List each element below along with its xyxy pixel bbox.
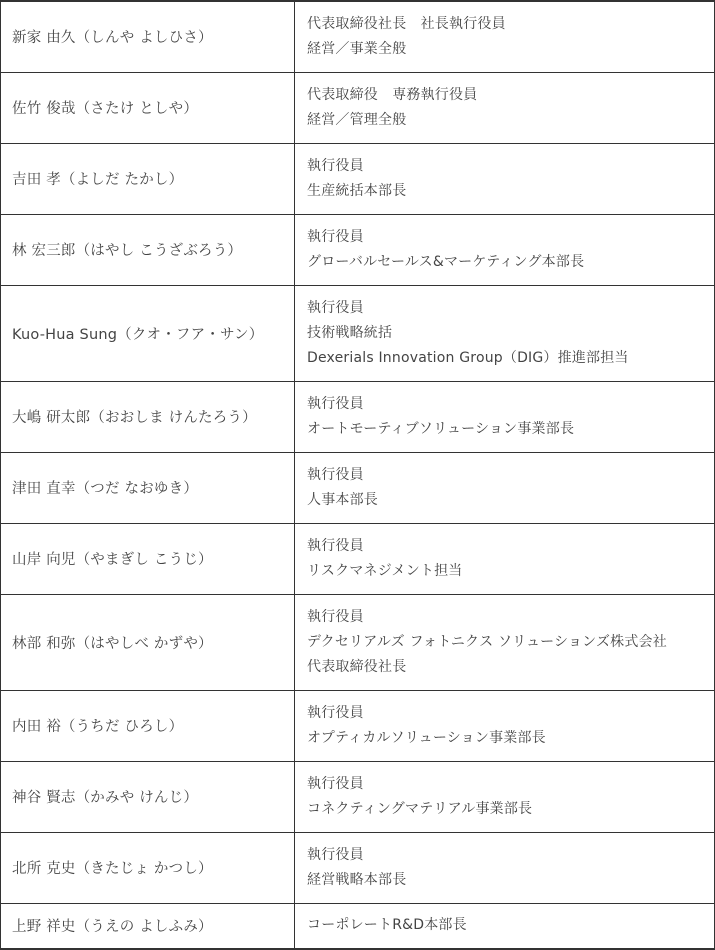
role-line: 執行役員 bbox=[307, 608, 364, 625]
role-line: リスクマネジメント担当 bbox=[307, 562, 463, 579]
role-line: 技術戦略統括 bbox=[307, 324, 393, 341]
officer-name: Kuo-Hua Sung（クオ・フア・サン） bbox=[1, 285, 295, 381]
officer-name: 林部 和弥（はやしべ かずや） bbox=[1, 594, 295, 690]
role-line: オプティカルソリューション事業部長 bbox=[307, 729, 546, 746]
officer-roles bbox=[295, 903, 715, 949]
officer-roles bbox=[295, 452, 715, 523]
officer-roles bbox=[295, 832, 715, 903]
table-row bbox=[1, 143, 715, 214]
officer-roles bbox=[295, 381, 715, 452]
officer-roles bbox=[295, 285, 715, 381]
officer-roles bbox=[295, 1, 715, 72]
officer-roles bbox=[295, 761, 715, 832]
role-line: オートモーティブソリューション事業部長 bbox=[307, 420, 575, 437]
officer-roles bbox=[295, 143, 715, 214]
role-line: グローバルセールス&マーケティング本部長 bbox=[307, 253, 585, 270]
role-line: 経営／管理全般 bbox=[307, 111, 407, 128]
officer-name: 上野 祥史（うえの よしふみ） bbox=[1, 903, 295, 949]
officer-name: 吉田 孝（よしだ たかし） bbox=[1, 143, 295, 214]
officer-name: 佐竹 俊哉（さたけ としや） bbox=[1, 72, 295, 143]
officer-roles bbox=[295, 594, 715, 690]
role-line: 執行役員 bbox=[307, 537, 364, 554]
table-row bbox=[1, 690, 715, 761]
officer-name: 津田 直幸（つだ なおゆき） bbox=[1, 452, 295, 523]
role-line: 代表取締役 専務執行役員 bbox=[307, 86, 478, 103]
table-row bbox=[1, 1, 715, 72]
role-line: デクセリアルズ フォトニクス ソリューションズ株式会社 bbox=[307, 633, 667, 650]
role-line: コーポレートR&D本部長 bbox=[307, 917, 467, 934]
role-line: 代表取締役社長 bbox=[307, 658, 407, 675]
table-row bbox=[1, 761, 715, 832]
table-row bbox=[1, 214, 715, 285]
role-line: 執行役員 bbox=[307, 299, 364, 316]
role-line: 執行役員 bbox=[307, 775, 364, 792]
role-line: 執行役員 bbox=[307, 466, 364, 483]
table-row bbox=[1, 523, 715, 594]
table-body bbox=[1, 1, 715, 949]
role-line: 執行役員 bbox=[307, 157, 364, 174]
table-row bbox=[1, 594, 715, 690]
table-row bbox=[1, 381, 715, 452]
role-line: 人事本部長 bbox=[307, 491, 378, 508]
table-row bbox=[1, 832, 715, 903]
table-row bbox=[1, 452, 715, 523]
role-line: 生産統括本部長 bbox=[307, 182, 407, 199]
role-line: 代表取締役社長 社長執行役員 bbox=[307, 15, 506, 32]
officer-name: 大嶋 研太郎（おおしま けんたろう） bbox=[1, 381, 295, 452]
role-line: 執行役員 bbox=[307, 846, 364, 863]
role-line: 執行役員 bbox=[307, 704, 364, 721]
role-line: 経営戦略本部長 bbox=[307, 871, 407, 888]
role-line: コネクティングマテリアル事業部長 bbox=[307, 800, 533, 817]
officer-name: 神谷 賢志（かみや けんじ） bbox=[1, 761, 295, 832]
officer-name: 内田 裕（うちだ ひろし） bbox=[1, 690, 295, 761]
officer-roles bbox=[295, 523, 715, 594]
officer-roles bbox=[295, 72, 715, 143]
officer-name: 北所 克史（きたじょ かつし） bbox=[1, 832, 295, 903]
officer-name: 林 宏三郎（はやし こうざぶろう） bbox=[1, 214, 295, 285]
officer-name: 新家 由久（しんや よしひさ） bbox=[1, 1, 295, 72]
officer-roles bbox=[295, 690, 715, 761]
officer-name: 山岸 向児（やまぎし こうじ） bbox=[1, 523, 295, 594]
role-line: 執行役員 bbox=[307, 228, 364, 245]
table-row bbox=[1, 285, 715, 381]
role-line: 執行役員 bbox=[307, 395, 364, 412]
table-row bbox=[1, 903, 715, 949]
role-line: Dexerials Innovation Group（DIG）推進部担当 bbox=[307, 349, 629, 366]
table-row bbox=[1, 72, 715, 143]
officer-roles bbox=[295, 214, 715, 285]
role-line: 経営／事業全般 bbox=[307, 40, 407, 57]
